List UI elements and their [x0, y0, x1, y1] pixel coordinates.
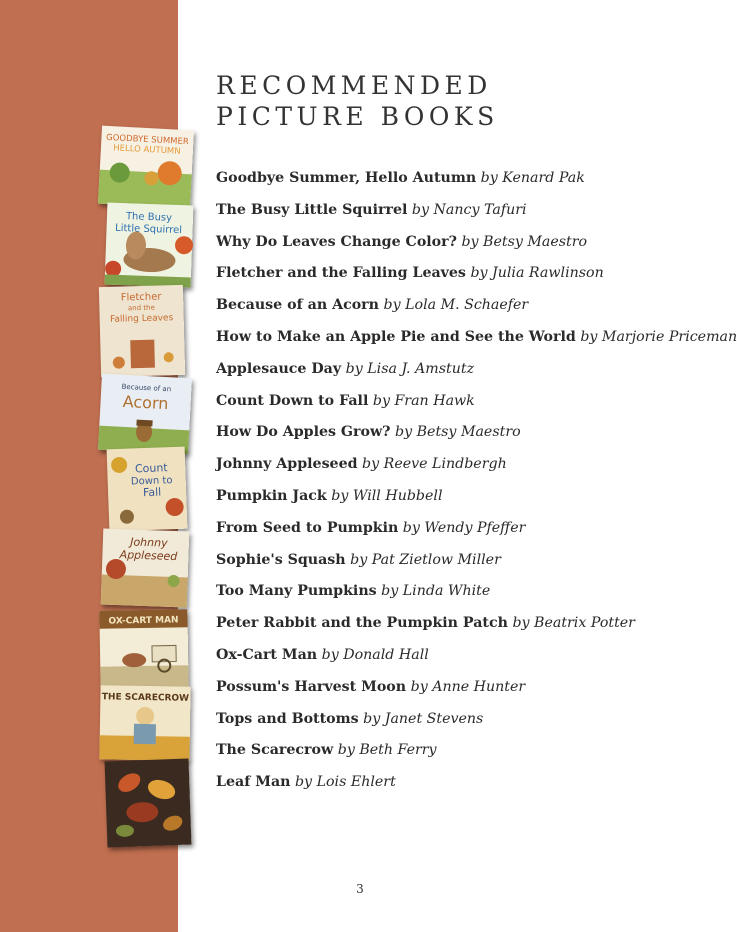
- book-list-item: [216, 770, 716, 802]
- book-title: Peter Rabbit and the Pumpkin Patch: [216, 615, 508, 632]
- cover-title-johnny-1: Johnny: [129, 535, 168, 550]
- cover-title-ox: OX-CART MAN: [108, 615, 179, 627]
- book-author: by Linda White: [381, 583, 491, 600]
- book-author: by Lola M. Schaefer: [383, 297, 529, 314]
- book-title: Too Many Pumpkins: [216, 583, 377, 600]
- book-author: by Julia Rawlinson: [470, 265, 604, 282]
- cover-title-count-1: Count: [134, 461, 168, 476]
- book-title: Sophie's Squash: [216, 551, 346, 568]
- book-author: by Lisa J. Amstutz: [345, 360, 475, 377]
- book-list-item: [216, 516, 716, 548]
- book-list-item: [216, 420, 716, 452]
- book-author: by Nancy Tafuri: [411, 201, 527, 218]
- book-cover-count-down: [107, 447, 188, 532]
- book-title: Why Do Leaves Change Color?: [216, 233, 457, 250]
- book-author: by Anne Hunter: [410, 678, 526, 695]
- cover-title-2: HELLO AUTUMN: [112, 143, 181, 157]
- book-author: by Beth Ferry: [337, 742, 437, 759]
- book-author: by Kenard Pak: [480, 170, 585, 186]
- book-list-item: [216, 166, 716, 198]
- book-list-item: [216, 738, 716, 770]
- cover-title-acorn-2: Acorn: [122, 391, 169, 414]
- book-list-item: [216, 548, 716, 580]
- cover-title-fletcher-1: Fletcher: [120, 291, 162, 304]
- book-author: by Beatrix Potter: [512, 615, 635, 632]
- book-author: by Fran Hawk: [372, 392, 475, 409]
- book-list-item: [216, 484, 716, 516]
- page-number: 3: [356, 882, 364, 896]
- book-list-item: [216, 579, 716, 611]
- book-title: Johnny Appleseed: [216, 456, 358, 473]
- book-title: Count Down to Fall: [216, 392, 369, 409]
- book-author: by Wendy Pfeffer: [402, 519, 526, 536]
- book-list-item: [216, 261, 716, 293]
- book-title: Because of an Acorn: [216, 297, 379, 314]
- book-list-item: [216, 675, 716, 707]
- cover-title-fletcher-2: and the: [127, 303, 155, 313]
- book-title: Tops and Bottoms: [216, 710, 359, 727]
- book-author: by Janet Stevens: [363, 710, 484, 727]
- cover-title-busy-1: The Busy: [125, 211, 173, 224]
- book-list-item: [216, 293, 716, 325]
- book-title: Fletcher and the Falling Leaves: [216, 265, 466, 282]
- book-author: by Pat Zietlow Miller: [350, 551, 501, 568]
- book-title: From Seed to Pumpkin: [216, 519, 399, 536]
- book-list-item: [216, 452, 716, 484]
- book-list-item: [216, 389, 716, 421]
- book-title: How to Make an Apple Pie and See the World: [216, 328, 576, 345]
- cover-title-scarecrow: THE SCARECROW: [101, 692, 190, 704]
- cover-title-1: GOODBYE SUMMER: [105, 132, 189, 148]
- page-title-line-1: RECOMMENDED: [216, 71, 492, 100]
- book-title: Possum's Harvest Moon: [216, 678, 407, 695]
- book-title: Pumpkin Jack: [216, 487, 327, 504]
- page-title-line-2: PICTURE BOOKS: [216, 102, 499, 131]
- book-author: by Donald Hall: [321, 646, 429, 663]
- book-cover-fletcher: [99, 285, 185, 377]
- book-cover-because-acorn: [98, 374, 192, 455]
- cover-title-count-2: Down to: [130, 475, 173, 488]
- book-list-item: [216, 198, 716, 230]
- book-list: [216, 166, 737, 802]
- book-title: Goodbye Summer, Hello Autumn: [216, 170, 477, 186]
- book-list-item: [216, 357, 716, 389]
- book-cover-johnny-appleseed: [101, 529, 190, 608]
- book-author: by Betsy Maestro: [395, 424, 521, 441]
- page-title: [216, 70, 696, 132]
- cover-title-acorn-1: Because of an: [121, 382, 172, 394]
- book-author: by Betsy Maestro: [461, 233, 588, 250]
- book-cover-scarecrow: [99, 685, 190, 761]
- cover-title-busy-2: Little Squirrel: [114, 222, 183, 237]
- book-cover-ox-cart-man: [99, 609, 188, 689]
- book-list-item: [216, 643, 716, 675]
- cover-title-count-3: Fall: [142, 485, 162, 500]
- book-cover-leaf-man: [105, 759, 192, 848]
- book-title: The Busy Little Squirrel: [216, 201, 408, 218]
- book-cover-busy-squirrel: [105, 203, 194, 288]
- book-list-item: [216, 611, 716, 643]
- book-title: Leaf Man: [216, 774, 291, 791]
- book-list-item: [216, 325, 737, 357]
- book-list-item: [216, 230, 716, 262]
- book-author: by Will Hubbell: [331, 487, 443, 504]
- book-author: by Lois Ehlert: [294, 774, 396, 791]
- book-title: Ox-Cart Man: [216, 646, 318, 663]
- cover-title-fletcher-3: Falling Leaves: [110, 313, 174, 325]
- book-author: by Marjorie Priceman: [580, 328, 737, 345]
- book-title: The Scarecrow: [216, 742, 334, 759]
- book-author: by Reeve Lindbergh: [362, 456, 507, 473]
- book-list-item: [216, 707, 716, 739]
- book-title: How Do Apples Grow?: [216, 424, 391, 441]
- book-title: Applesauce Day: [216, 360, 342, 377]
- cover-title-johnny-2: Appleseed: [119, 548, 178, 564]
- book-cover-goodbye-summer: [98, 126, 194, 209]
